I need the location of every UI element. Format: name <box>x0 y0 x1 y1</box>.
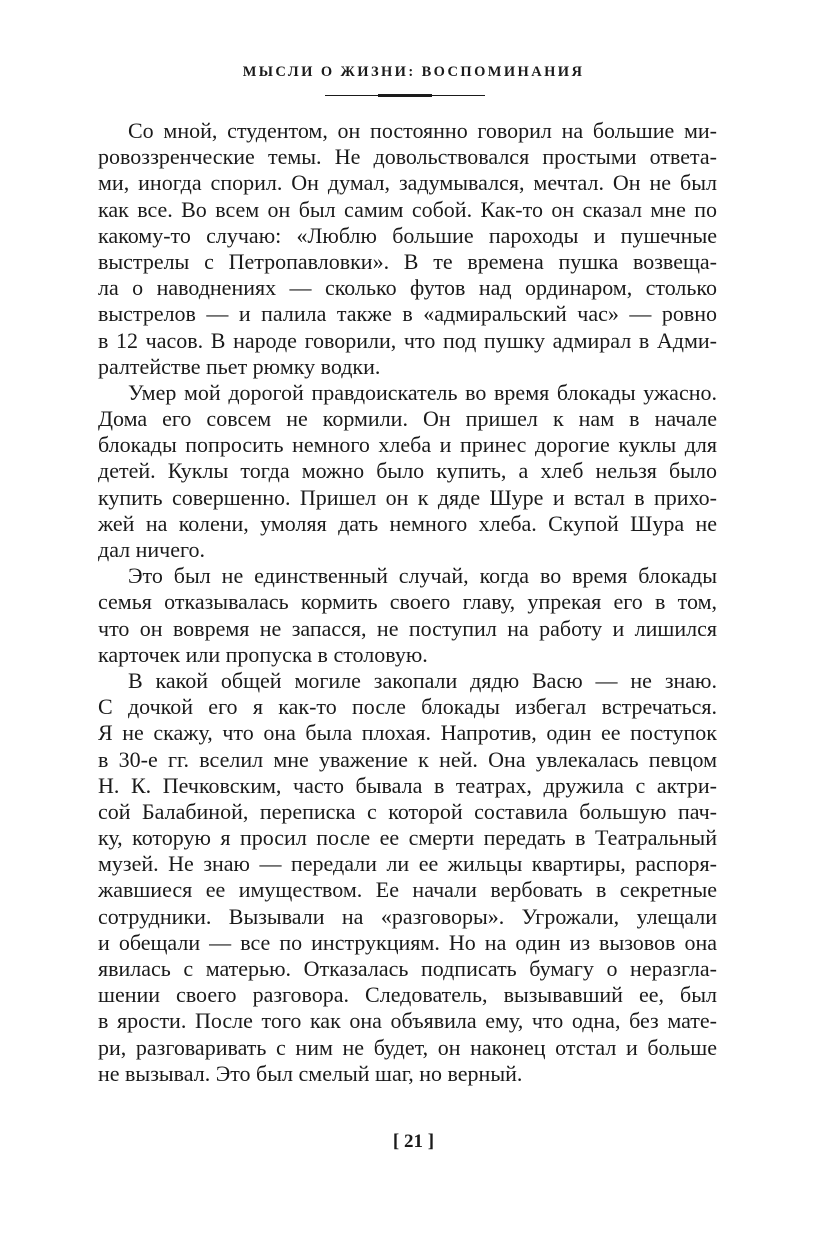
body-text <box>98 118 717 1087</box>
text-line: ралтействе пьет рюмку водки. <box>98 353 381 379</box>
text-line: в 12 часов. В народе говорили, что под пушку адмирал в Адми- <box>98 327 717 353</box>
text-line: и обещали — все по инструкциям. Но на один из вызовов она <box>98 929 717 955</box>
text-line: семья отказывалась кормить своего главу, упрекая его в том, <box>98 589 717 615</box>
running-head: МЫСЛИ О ЖИЗНИ: ВОСПОМИНАНИЯ <box>242 64 585 80</box>
text-line: явилась с матерью. Отказалась подписать бумагу о неразгла- <box>98 956 717 981</box>
page-number: [ 21 ] <box>392 1131 435 1152</box>
text-line: в ярости. После того как она объявила ему, что одна, без мате- <box>98 1008 717 1034</box>
text-line: ку, которую я просил после ее смерти передать в Театральный <box>98 825 717 851</box>
paragraph <box>98 380 717 563</box>
text-line: блокады попросить немного хлеба и принес дорогие куклы для <box>98 432 717 458</box>
paragraph <box>98 118 717 380</box>
text-line: как все. Во всем он был самим собой. Как-то он сказал мне по <box>98 196 717 222</box>
text-line: жей на колени, умоляя дать немного хлеба. Скупой Шура не <box>98 510 717 536</box>
text-line: ла о наводнениях — сколько футов над ординаром, столько <box>98 275 717 301</box>
text-line: выстрелы с Петропавловки». В те времена пушка возвеща- <box>98 248 717 274</box>
text-line: дал ничего. <box>98 537 205 562</box>
text-line: Это был не единственный случай, когда во время блокады <box>128 563 717 589</box>
text-line: ми, иногда спорил. Он думал, задумывался, мечтал. Он не был <box>98 170 717 196</box>
text-line: Со мной, студентом, он постоянно говорил на большие ми- <box>128 118 717 143</box>
text-line: какому-то случаю: «Люблю большие пароходы и пушечные <box>98 222 717 248</box>
text-line: сой Балабиной, переписка с которой составила большую пач- <box>98 798 717 824</box>
text-line: жавшиеся ее имуществом. Ее начали вербовать в секретные <box>98 877 717 903</box>
text-line: Умер мой дорогой правдоискатель во время блокады ужасно. <box>128 379 717 405</box>
text-line: ровоззренческие темы. Не довольствовался простыми ответа- <box>98 144 717 170</box>
text-line: музей. Не знаю — передали ли ее жильцы квартиры, распоря- <box>98 851 717 877</box>
text-line: карточек или пропуска в столовую. <box>98 641 428 667</box>
text-line: выстрелов — и палила также в «адмиральский час» — ровно <box>98 301 717 327</box>
text-line: Дома его совсем не кормили. Он пришел к нам в начале <box>98 406 717 432</box>
text-line: не вызывал. Это был смелый шаг, но верный. <box>98 1060 523 1086</box>
head-rule-accent <box>378 94 432 97</box>
text-line: сотрудники. Вызывали на «разговоры». Угрожали, улещали <box>98 903 717 929</box>
text-line: купить совершенно. Пришел он к дяде Шуре и встал в прихо- <box>98 484 717 510</box>
paragraph <box>98 668 717 1087</box>
text-line: что он вовремя не запасся, не поступил на работу и лишился <box>98 615 717 641</box>
text-line: Я не скажу, что она была плохая. Напротив, один ее поступок <box>98 720 717 746</box>
text-line: С дочкой его я как-то после блокады избегал встречаться. <box>98 694 717 720</box>
text-line: в 30-е гг. вселил мне уважение к ней. Она увлекалась певцом <box>98 746 717 772</box>
text-line: Н. К. Печковским, часто бывала в театрах, дружила с актри- <box>98 772 717 798</box>
text-line: детей. Куклы тогда можно было купить, а хлеб нельзя было <box>98 458 717 484</box>
paragraph <box>98 563 717 668</box>
text-line: В какой общей могиле закопали дядю Васю — не знаю. <box>128 667 717 693</box>
text-line: ри, разговаривать с ним не будет, он наконец отстал и больше <box>98 1034 717 1060</box>
text-line: шении своего разговора. Следователь, вызывавший ее, был <box>98 982 717 1008</box>
